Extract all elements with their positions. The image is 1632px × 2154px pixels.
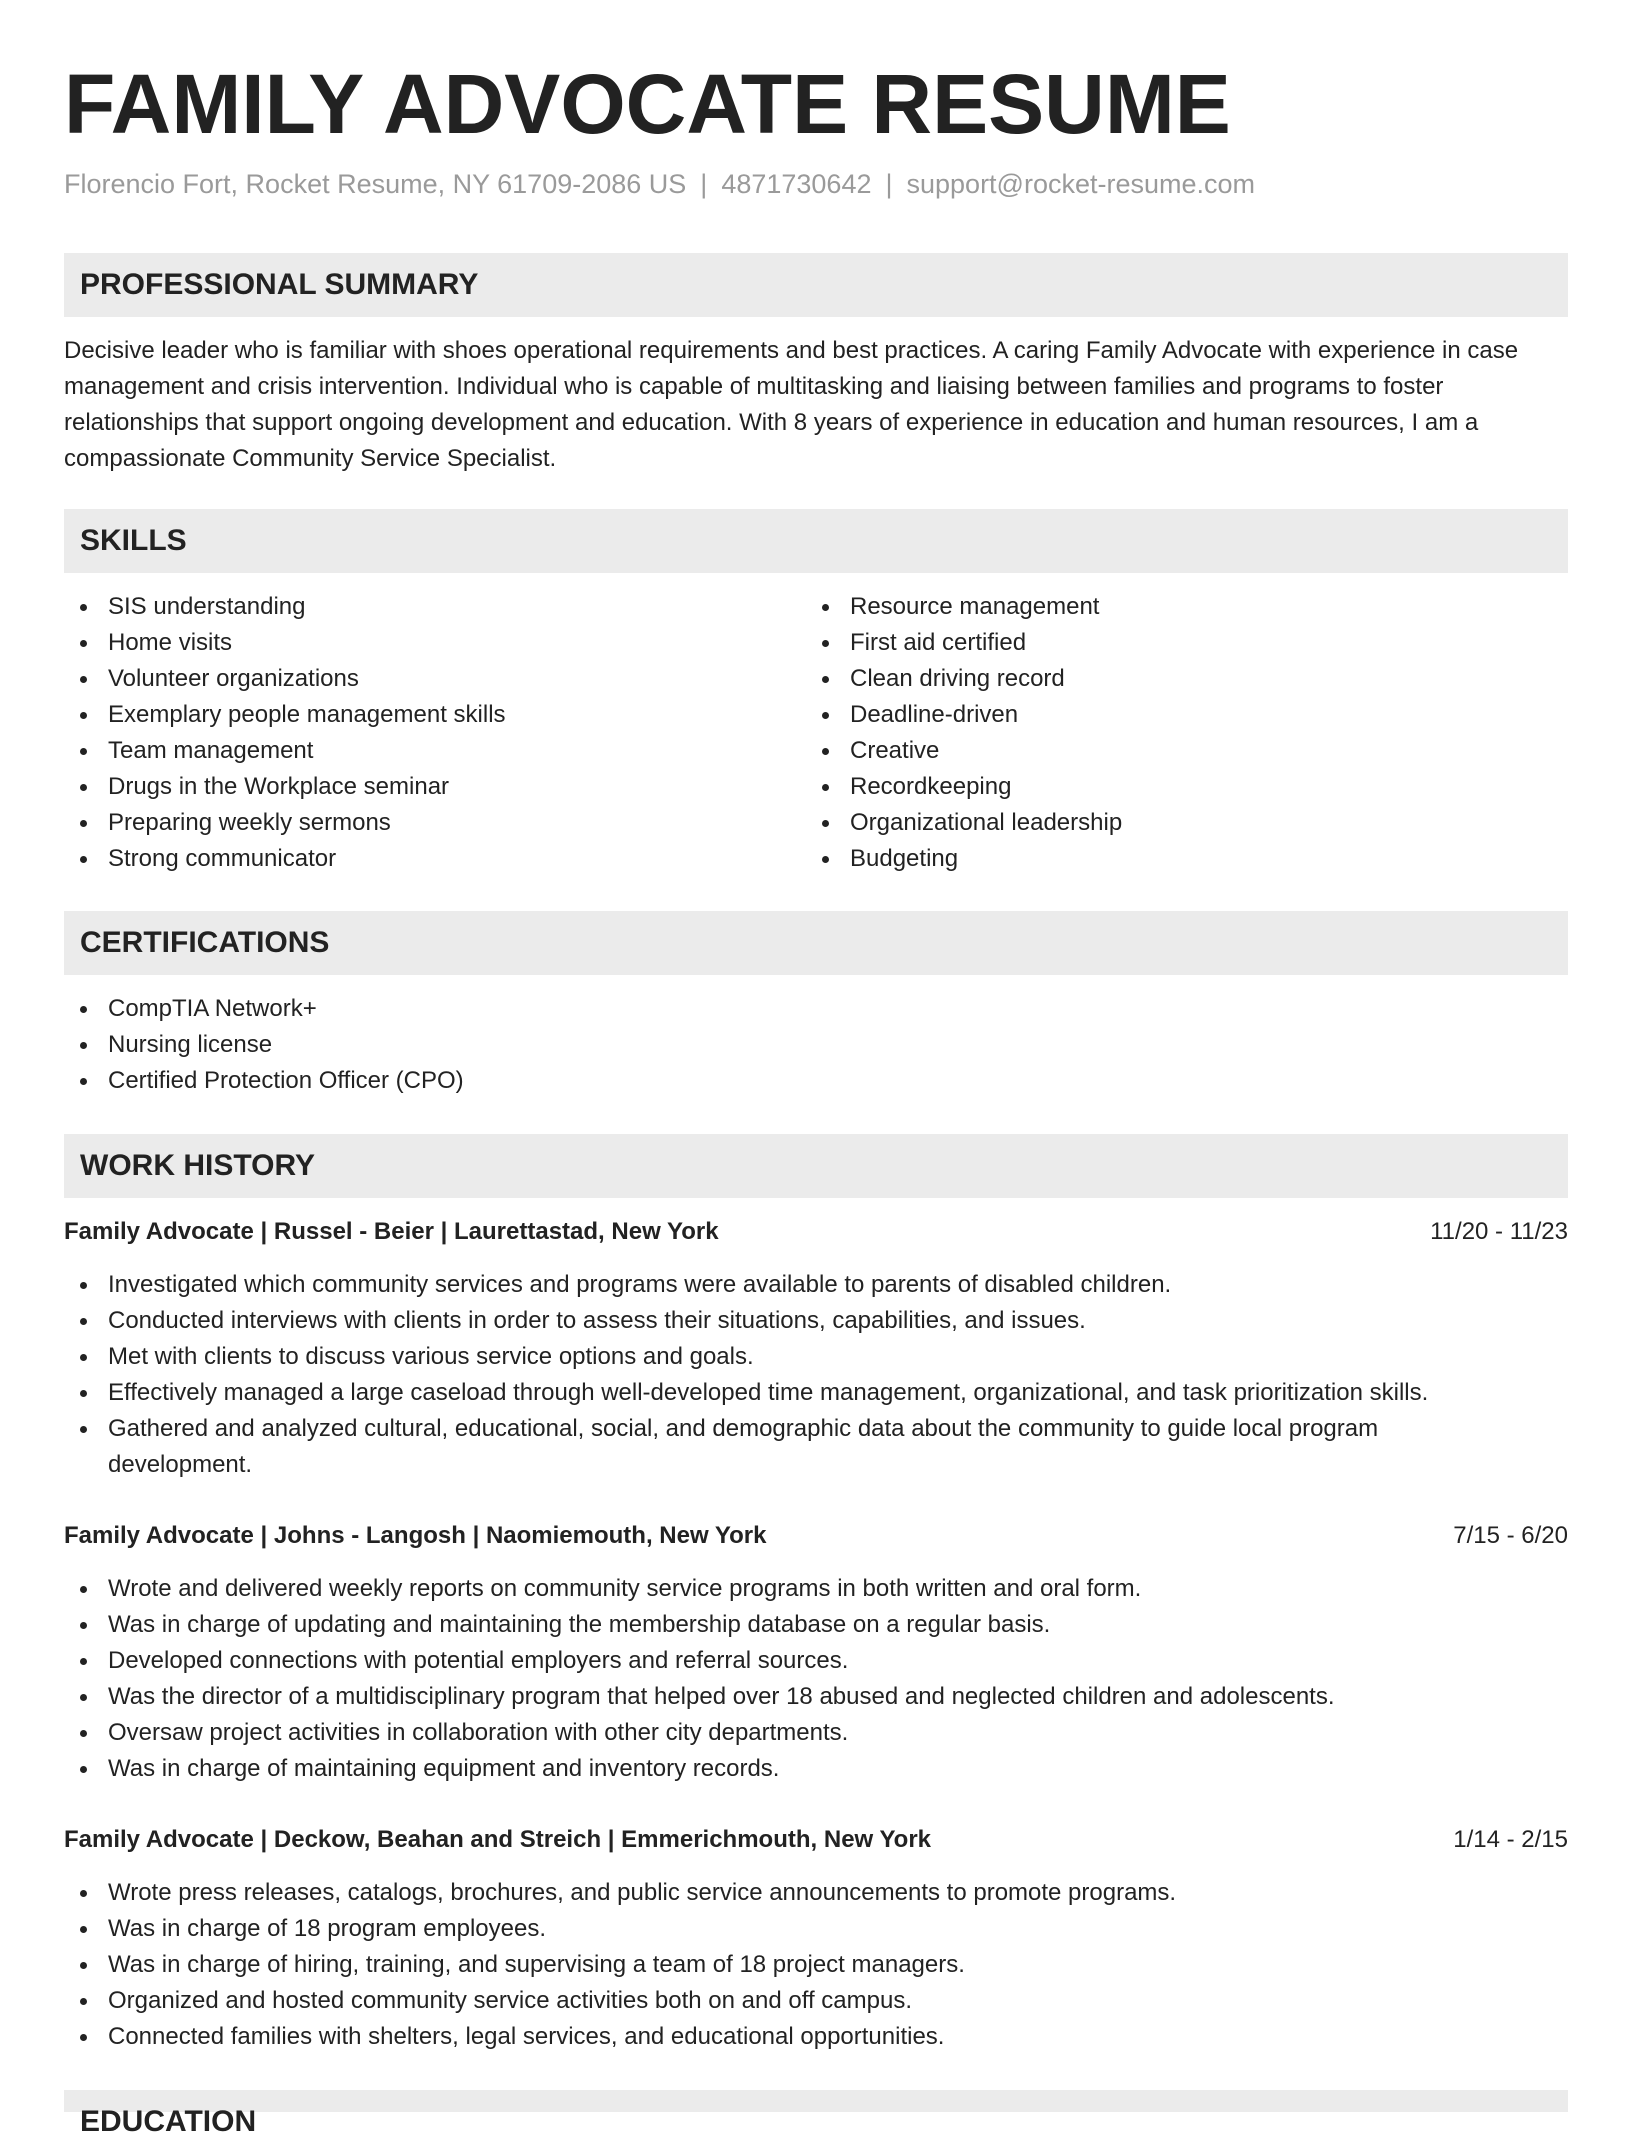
list-item: Oversaw project activities in collaboration with other city departments. (64, 1715, 1568, 1751)
list-item: Preparing weekly sermons (64, 805, 804, 841)
list-item: Organized and hosted community service activities both on and off campus. (64, 1983, 1568, 2019)
skills-list-left (64, 589, 804, 877)
list-item: Was in charge of hiring, training, and supervising a team of 18 project managers. (64, 1947, 1568, 1983)
contact-line (64, 166, 1255, 202)
list-item: SIS understanding (64, 589, 804, 625)
list-item: Was in charge of maintaining equipment and inventory records. (64, 1751, 1568, 1787)
section-heading-work-history: WORK HISTORY (64, 1134, 1568, 1198)
job-header (64, 1214, 1568, 1250)
contact-address: Florencio Fort, Rocket Resume, NY 61709-2086 US (64, 169, 687, 199)
list-item: Team management (64, 733, 804, 769)
skills-list-right (806, 589, 1566, 877)
list-item: Certified Protection Officer (CPO) (64, 1063, 1568, 1099)
list-item: Resource management (806, 589, 1566, 625)
list-item: Gathered and analyzed cultural, educational, social, and demographic data about the community to guide local program development. (64, 1411, 1504, 1483)
job-title: Family Advocate | Russel - Beier | Laurettastad, New York (64, 1218, 719, 1245)
list-item: Recordkeeping (806, 769, 1566, 805)
summary-text: Decisive leader who is familiar with shoes operational requirements and best practices. A caring Family Advocate with experience in case management and crisis intervention. Individual who is capable of multitasking and liaising between families and programs to foster relationships that support ongoing development and education. With 8 years of experience in education and human resources, I am a compassionate Community Service Specialist. (64, 337, 1519, 472)
section-heading-skills: SKILLS (64, 509, 1568, 573)
list-item: Clean driving record (806, 661, 1566, 697)
section-heading-certifications: CERTIFICATIONS (64, 911, 1568, 975)
list-item: Wrote and delivered weekly reports on community service programs in both written and oral form. (64, 1571, 1568, 1607)
job-duties-list (64, 1571, 1568, 1787)
list-item: Exemplary people management skills (64, 697, 804, 733)
list-item: Volunteer organizations (64, 661, 804, 697)
list-item: Nursing license (64, 1027, 1568, 1063)
contact-email: support@rocket-resume.com (906, 169, 1256, 199)
page-title: FAMILY ADVOCATE RESUME (64, 57, 1231, 151)
list-item: First aid certified (806, 625, 1566, 661)
section-heading-summary: PROFESSIONAL SUMMARY (64, 253, 1568, 317)
list-item: Was in charge of updating and maintaining the membership database on a regular basis. (64, 1607, 1568, 1643)
job-title: Family Advocate | Johns - Langosh | Naomiemouth, New York (64, 1522, 767, 1549)
contact-phone: 4871730642 (721, 169, 872, 199)
job-duties-list (64, 1875, 1568, 2055)
list-item: Home visits (64, 625, 804, 661)
job-title: Family Advocate | Deckow, Beahan and Streich | Emmerichmouth, New York (64, 1826, 932, 1853)
section-heading-education: EDUCATION (64, 2090, 1568, 2112)
contact-separator: | (885, 169, 893, 199)
list-item: Met with clients to discuss various service options and goals. (64, 1339, 1504, 1375)
list-item: Connected families with shelters, legal services, and educational opportunities. (64, 2019, 1568, 2055)
job-dates: 7/15 - 6/20 (1453, 1522, 1568, 1549)
list-item: Was the director of a multidisciplinary program that helped over 18 abused and neglected children and adolescents. (64, 1679, 1568, 1715)
job-duties-list (64, 1267, 1504, 1483)
list-item: Investigated which community services and programs were available to parents of disabled children. (64, 1267, 1504, 1303)
contact-separator: | (700, 169, 708, 199)
list-item: Budgeting (806, 841, 1566, 877)
list-item: Strong communicator (64, 841, 804, 877)
list-item: Developed connections with potential employers and referral sources. (64, 1643, 1568, 1679)
list-item: CompTIA Network+ (64, 991, 1568, 1027)
list-item: Creative (806, 733, 1566, 769)
list-item: Deadline-driven (806, 697, 1566, 733)
list-item: Was in charge of 18 program employees. (64, 1911, 1568, 1947)
list-item: Organizational leadership (806, 805, 1566, 841)
job-header (64, 1822, 1568, 1858)
job-dates: 11/20 - 11/23 (1430, 1218, 1568, 1245)
job-header (64, 1518, 1568, 1554)
list-item: Effectively managed a large caseload through well-developed time management, organizational, and task prioritization skills. (64, 1375, 1504, 1411)
list-item: Conducted interviews with clients in order to assess their situations, capabilities, and issues. (64, 1303, 1504, 1339)
job-dates: 1/14 - 2/15 (1453, 1826, 1568, 1853)
list-item: Drugs in the Workplace seminar (64, 769, 804, 805)
certifications-list (64, 991, 1568, 1099)
list-item: Wrote press releases, catalogs, brochures, and public service announcements to promote programs. (64, 1875, 1568, 1911)
